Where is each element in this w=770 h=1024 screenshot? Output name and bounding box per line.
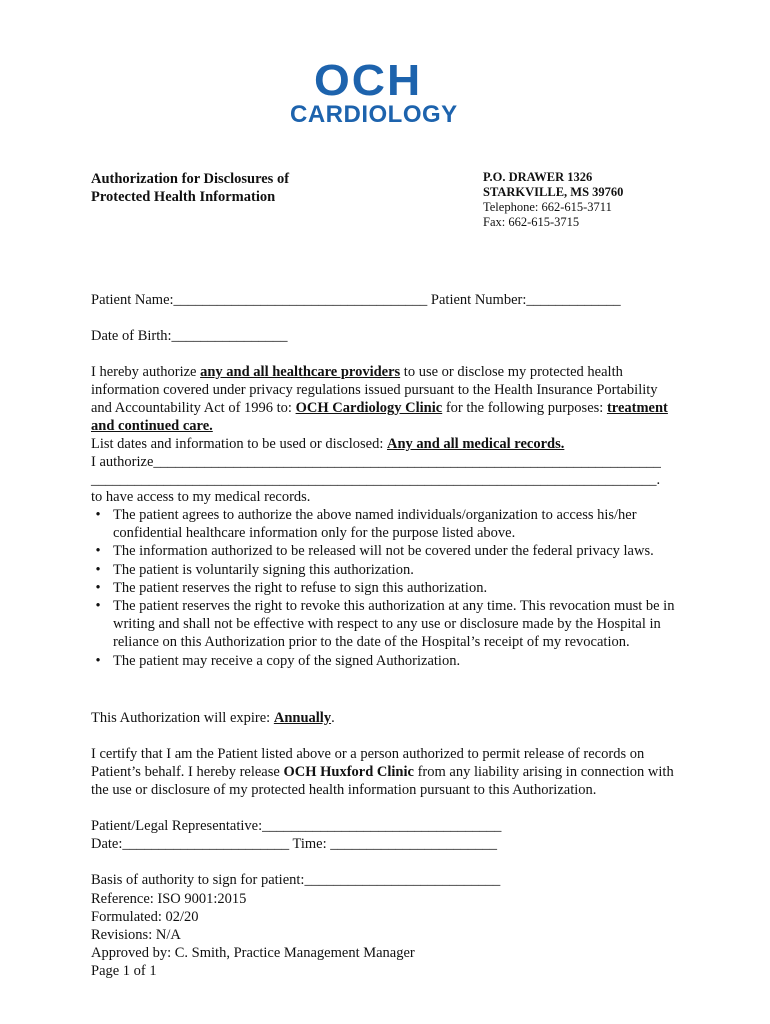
form-title-line2: Protected Health Information xyxy=(91,189,276,205)
form-title xyxy=(91,170,411,206)
address-line1: P.O. DRAWER 1326 xyxy=(483,170,593,184)
auth-text-a: I hereby authorize xyxy=(91,364,201,380)
approved-by: Approved by: C. Smith, Practice Management Manager xyxy=(91,945,415,961)
list-item: • The patient reserves the right to revoke this authorization at any time. This revocation must be in writing and shall not be effective with respect to any use or disclosure made by the Hospital in reliance on this Authorization prior to the date of the Hospital’s receipt of my revocation. xyxy=(95,598,675,651)
auth-text-e: for the following purposes: xyxy=(442,400,607,416)
dob-field[interactable]: Date of Birth:________________ xyxy=(91,328,288,344)
address-line2: STARKVILLE, MS 39760 xyxy=(483,185,624,199)
document-footer xyxy=(91,890,415,980)
list-item: • The patient agrees to authorize the above named individuals/organization to access his/her confidential healthcare information only for the purpose listed above. xyxy=(95,507,637,542)
patient-name-field[interactable]: Patient Name:___________________________________ Patient Number:_____________ xyxy=(91,292,621,308)
certification-paragraph: I certify that I am the Patient listed above or a person authorized to permit release of records on Patient’s behalf. I hereby release OCH Huxford Clinic from any liability arising in connection with the use or disclosure of my protected health information pursuant to this Authorization. xyxy=(91,746,674,798)
list-item: • The patient reserves the right to refuse to sign this authorization. xyxy=(95,579,488,596)
basis-of-authority-field[interactable]: Basis of authority to sign for patient:___________________________ xyxy=(91,872,501,888)
clinic-address xyxy=(483,170,623,230)
authorize-blank-line[interactable]: ______________________________________________________________________________. xyxy=(91,472,661,488)
certify-clinic: OCH Huxford Clinic xyxy=(283,764,414,780)
access-text: to have access to my medical records. xyxy=(91,489,311,505)
auth-providers: any and all healthcare providers xyxy=(200,364,401,380)
list-dates-label: List dates and information to be used or disclosed: xyxy=(91,436,387,452)
list-item: • The patient is voluntarily signing this authorization. xyxy=(95,561,414,578)
auth-clinic: OCH Cardiology Clinic xyxy=(295,400,443,416)
list-item: • The information authorized to be released will not be covered under the federal privacy laws. xyxy=(95,543,654,560)
authorization-paragraph xyxy=(91,363,681,435)
logo-och-text: OCH xyxy=(314,55,423,105)
representative-field[interactable]: Patient/Legal Representative:_________________________________ xyxy=(91,818,502,834)
page-number: Page 1 of 1 xyxy=(91,963,157,979)
telephone: Telephone: 662-615-3711 xyxy=(483,200,612,214)
auth-text-c: to use or disclose my protected health information covered under privacy regulations issued pursuant to the Health Insurance Portability and Accountability Act of 1996 to: xyxy=(91,364,658,416)
i-authorize-field[interactable]: I authorize______________________________________________________________________ xyxy=(91,454,661,470)
logo-cardiology-text: CARDIOLOGY xyxy=(290,101,458,128)
formulated: Formulated: 02/20 xyxy=(91,909,199,925)
auth-purpose: treatment and continued care. xyxy=(91,400,668,434)
revisions: Revisions: N/A xyxy=(91,927,181,943)
terms-list xyxy=(91,506,691,670)
expiration-value: Annually xyxy=(273,710,332,726)
form-title-line1: Authorization for Disclosures of xyxy=(91,171,290,187)
list-item: • The patient may receive a copy of the signed Authorization. xyxy=(95,652,461,669)
list-dates-line xyxy=(91,435,564,453)
expiration-line: This Authorization will expire: Annually. xyxy=(91,710,335,726)
date-time-field[interactable]: Date:_______________________ Time: _______________________ xyxy=(91,836,498,852)
och-cardiology-logo xyxy=(290,55,480,128)
reference: Reference: ISO 9001:2015 xyxy=(91,891,247,907)
list-dates-value: Any and all medical records. xyxy=(386,436,565,452)
fax: Fax: 662-615-3715 xyxy=(483,215,580,229)
